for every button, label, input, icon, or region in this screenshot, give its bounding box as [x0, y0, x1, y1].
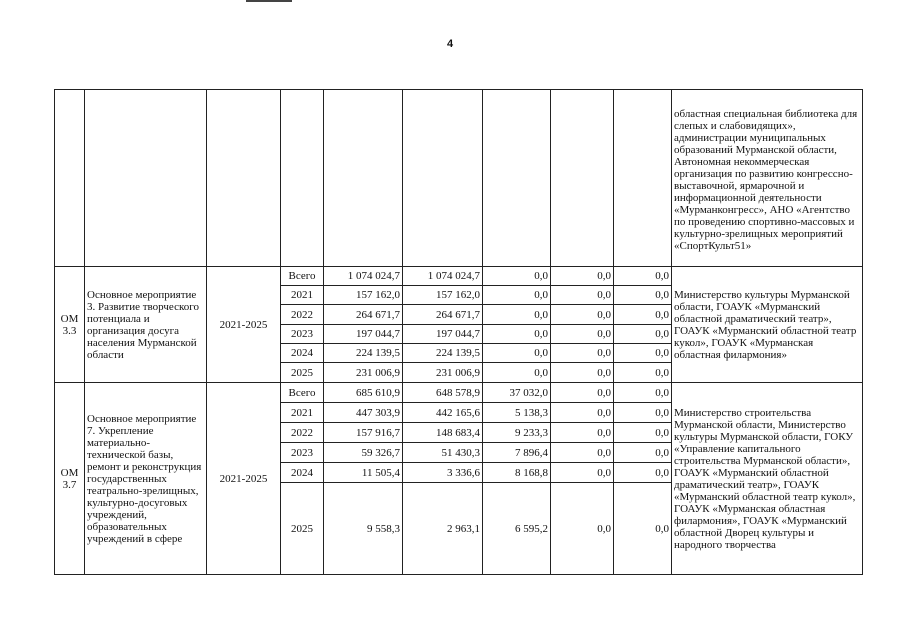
activity-period: 2021-2025 [207, 267, 281, 383]
total-cell: 231 006,9 [324, 363, 403, 383]
funding-cell: 0,0 [614, 423, 672, 443]
funding-cell: 0,0 [483, 267, 551, 286]
funding-cell: 0,0 [551, 363, 614, 383]
year-cell: 2022 [281, 305, 324, 325]
total-cell: 9 558,3 [324, 483, 403, 575]
funding-cell: 0,0 [551, 403, 614, 423]
funding-cell: 648 578,9 [403, 383, 483, 403]
funding-cell: 0,0 [614, 325, 672, 344]
activity-name: Основное мероприятие 3. Развитие творческого потенциала и организация досуга населения Мурманской области [85, 267, 207, 383]
funding-cell: 6 595,2 [483, 483, 551, 575]
year-cell: Всего [281, 267, 324, 286]
empty-cell [614, 90, 672, 267]
funding-cell: 0,0 [614, 344, 672, 363]
total-cell: 197 044,7 [324, 325, 403, 344]
funding-cell: 0,0 [483, 363, 551, 383]
total-cell: 224 139,5 [324, 344, 403, 363]
funding-cell: 0,0 [614, 383, 672, 403]
table-row [55, 383, 863, 403]
funding-cell: 0,0 [483, 286, 551, 305]
total-cell: 447 303,9 [324, 403, 403, 423]
responsible-cell: Министерство культуры Мурманской области, ГОАУК «Мурманский областной драматический театр», ГОАУК «Мурманский областной театр кукол», ГОАУК «Мурманская областная филармония» [672, 267, 863, 383]
funding-cell: 8 168,8 [483, 463, 551, 483]
funding-cell: 2 963,1 [403, 483, 483, 575]
funding-cell: 0,0 [614, 286, 672, 305]
responsible-cell: Министерство строительства Мурманской области, Министерство культуры Мурманской области, ГОКУ «Управление капитального строительства Мурманской области», ГОАУК «Мурманский областной драматический театр», ГОАУК «Мурманский областной театр кукол», ГОАУК «Мурманская областная филармония», ГОАУК «Мурманский областной Дворец культуры и народного творчества [672, 383, 863, 575]
year-cell: 2023 [281, 325, 324, 344]
program-table [54, 89, 863, 575]
funding-cell: 231 006,9 [403, 363, 483, 383]
funding-cell: 37 032,0 [483, 383, 551, 403]
funding-cell: 0,0 [551, 443, 614, 463]
funding-cell: 0,0 [551, 286, 614, 305]
activity-name: Основное мероприятие 7. Укрепление материально-технической базы, ремонт и реконструкция государственных театрально-зрелищных, культурно-досуговых учреждений, образовательных учреждений в сфере [85, 383, 207, 575]
year-cell: 2021 [281, 286, 324, 305]
year-cell: 2025 [281, 363, 324, 383]
year-cell: 2023 [281, 443, 324, 463]
scan-artifact [246, 0, 292, 2]
empty-cell [281, 90, 324, 267]
funding-cell: 0,0 [614, 403, 672, 423]
funding-cell: 442 165,6 [403, 403, 483, 423]
empty-cell [55, 90, 85, 267]
funding-cell: 0,0 [551, 344, 614, 363]
funding-cell: 0,0 [551, 267, 614, 286]
funding-cell: 0,0 [551, 483, 614, 575]
year-cell: 2024 [281, 344, 324, 363]
year-cell: 2025 [281, 483, 324, 575]
year-cell: 2022 [281, 423, 324, 443]
funding-cell: 51 430,3 [403, 443, 483, 463]
funding-cell: 0,0 [614, 463, 672, 483]
total-cell: 157 162,0 [324, 286, 403, 305]
continuation-row [55, 90, 863, 267]
empty-cell [483, 90, 551, 267]
total-cell: 59 326,7 [324, 443, 403, 463]
funding-cell: 264 671,7 [403, 305, 483, 325]
funding-cell: 3 336,6 [403, 463, 483, 483]
page-bottom-margin [0, 578, 905, 640]
year-cell: Всего [281, 383, 324, 403]
funding-cell: 0,0 [483, 325, 551, 344]
empty-cell [207, 90, 281, 267]
responsible-cell: областная специальная библиотека для слепых и слабовидящих», администрации муниципальных образований Мурманской области, Автономная некоммерческая организация по развитию конгрессно-выставочной, ярмарочной и информационной деятельности «Мурманконгресс», АНО «Агентство по проведению спортивно-массовых и культурно-зрелищных мероприятий «СпортКульт51» [672, 90, 863, 267]
funding-cell: 0,0 [614, 267, 672, 286]
funding-cell: 0,0 [614, 363, 672, 383]
total-cell: 1 074 024,7 [324, 267, 403, 286]
empty-cell [324, 90, 403, 267]
empty-cell [403, 90, 483, 267]
funding-cell: 0,0 [483, 305, 551, 325]
funding-cell: 157 162,0 [403, 286, 483, 305]
funding-cell: 7 896,4 [483, 443, 551, 463]
total-cell: 685 610,9 [324, 383, 403, 403]
activity-code: ОМ 3.3 [55, 267, 85, 383]
funding-cell: 9 233,3 [483, 423, 551, 443]
funding-cell: 0,0 [614, 483, 672, 575]
page-number: 4 [447, 38, 454, 50]
funding-cell: 1 074 024,7 [403, 267, 483, 286]
activity-period: 2021-2025 [207, 383, 281, 575]
total-cell: 264 671,7 [324, 305, 403, 325]
empty-cell [85, 90, 207, 267]
funding-cell: 0,0 [483, 344, 551, 363]
total-cell: 157 916,7 [324, 423, 403, 443]
funding-cell: 197 044,7 [403, 325, 483, 344]
empty-cell [551, 90, 614, 267]
table-row [55, 267, 863, 286]
funding-cell: 0,0 [551, 383, 614, 403]
total-cell: 11 505,4 [324, 463, 403, 483]
funding-cell: 0,0 [551, 305, 614, 325]
funding-cell: 0,0 [551, 325, 614, 344]
funding-cell: 5 138,3 [483, 403, 551, 423]
funding-cell: 148 683,4 [403, 423, 483, 443]
year-cell: 2024 [281, 463, 324, 483]
funding-cell: 0,0 [614, 305, 672, 325]
year-cell: 2021 [281, 403, 324, 423]
funding-cell: 0,0 [551, 463, 614, 483]
funding-cell: 0,0 [551, 423, 614, 443]
funding-cell: 224 139,5 [403, 344, 483, 363]
funding-cell: 0,0 [614, 443, 672, 463]
activity-code: ОМ 3.7 [55, 383, 85, 575]
